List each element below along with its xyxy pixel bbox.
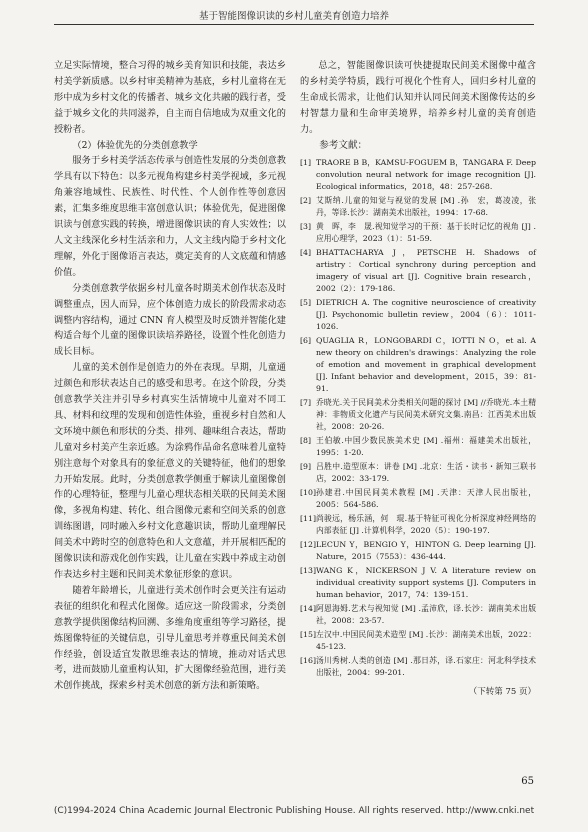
left-paragraph-1: 立足实际情境，整合习得的城乡美育知识和技能，表达乡村美学新质感。以乡村审美精神为基底，乡村儿童将在无形中成为乡村文化的传播者、城乡文化共融的践行者，受益于城乡文化的共同滋养，自主而自信地成为双重文化的授粉者。 — [54, 60, 286, 135]
reference-item: [16] 汤川秀树.人类的创造 [M] .那日苏，译.石家庄：河北科学技术出版社，2004：99-201. — [300, 656, 536, 678]
left-paragraph-4: 儿童的美术创作是创造力的外在表现。早期，儿童通过颜色和形状表达自己的感受和思考。在这个阶段，分类创意教学关注并引导乡村真实生活情境中儿童对不同工具、材料和纹理的发现和创造性体验，重视乡村自然和人文环境中颜色和形状的分类、排列、趣味组合表达，帮助儿童对乡村美产生亲近感。为涂鸦作品命名意味着儿童特别注意每个对象具有的象征意义的关键特征，他们的想象力开始发展。此时，分类创意教学侧重于解读儿童图像创作的心理特征，整理与儿童心理状态相关联的民间美术图像，多视角构建、转化、组合图像元素和空间关系的创意训练图谱，同时融入乡村文化意趣识读，帮助儿童理解民间美术中跨时空的创意特色和人文意蕴，并开展相匹配的图像识读和游戏化创作实践，让儿童在实践中养成主动创作表达乡村主题和民间美术象征形象的意识。 — [54, 362, 286, 580]
reference-item: [8] 王伯敏.中国少数民族美术史 [M] .福州：福建美术出版社，1995：1-20. — [300, 436, 536, 458]
left-paragraph-3: 分类创意教学依据乡村儿童各时期美术创作状态及时调整重点，因人而异，应个体创造力成长的阶段需求动态调整内容结构，通过 CNN 育人模型及时反馈并智能化建构适合每个儿童的图像识读培养路径，设置个性化创造力成长目标。 — [54, 282, 286, 358]
right-column — [300, 58, 544, 701]
reference-list — [300, 157, 544, 679]
reference-item: [10] 孙建君.中国民间美术教程 [M] .天津：天津人民出版社，2005：564-586. — [300, 488, 536, 510]
reference-item: [13] WANG K，NICKERSON J V. A literature review on individual creativity support systems [J]. Computers in human behavior，2017，74：139-151. — [300, 566, 536, 600]
reference-item: [12] LECUN Y，BENGIO Y，HINTON G. Deep learning [J]. Nature，2015（7553）：436-444. — [300, 540, 536, 562]
left-paragraph-5: 随着年龄增长，儿童进行美术创作时会更关注有运动表征的组织化和程式化图像。适应这一阶段需求，分类创意教学提供图像结构回溯、多维角度重组等学习路径，提炼图像特征的关键信息，引导儿童思考并尊重民间美术创作经验，创设适宜发散思维表达的情境，推动对话式思考，进而鼓励儿童重构认知，扩大图像经验范围，进行美术创作挑战，探索乡村美术创意的新方法和新策略。 — [54, 584, 286, 692]
reference-item: [15] 左汉中.中国民间美术造型 [M] .长沙：湖南美术出版，2022：45-123. — [300, 630, 536, 652]
left-paragraph-2: 服务于乡村美学活态传承与创造性发展的分类创意教学具有以下特色：以多元视角构建乡村美学视域，多元视角兼容地域性、民族性、时代性、个人创作性等创意因素，汇集多维度思维丰富创意认识；体验优先，促进图像识读与创意实践的转换，增进图像识读的育人实效性；以人文主线深化乡村生活亲和力，人文主线内隐于乡村文化理解，外化于图像语言表达，奠定美育的人文底蕴和情感价值。 — [54, 155, 286, 278]
reference-item: [7] 乔晓光.关于民间美术分类相关问题的探讨 [M] //乔晓光.本土精神：非物质文化遗产与民间美术研究文集.南昌：江西美术出版社，2008：20-26. — [300, 398, 536, 432]
left-column — [54, 58, 286, 694]
header-rule — [54, 24, 534, 25]
reference-item: [11] 尚骏远，杨乐涵，何 琨.基于特征可视化分析深度神经网络的内部表征 [J] .计算机科学，2020（5）：190-197. — [300, 514, 536, 536]
page-number: 65 — [521, 776, 534, 787]
reference-item: [2] 艾斯纳.儿童的知觉与视觉的发展 [M] .孙 宏，葛凌凌，张 丹，等译.长沙：湖南美术出版社，1994：17-68. — [300, 196, 544, 218]
reference-item: [3] 黄 晖，李 晟.视知觉学习的干预：基于长时记忆的视角 [J] .应用心理学，2023（1）：51-59. — [300, 222, 536, 244]
reference-item: [6] QUAGLIA R，LONGOBARDI C，IOTTI N O，et al. A new theory on children's drawings：Analyzing the role of emotion and movement in graphical development [J]. Infant behavior and development，2015，39：81-91. — [300, 336, 536, 394]
running-header: 基于智能图像识读的乡村儿童美育创造力培养 — [198, 11, 389, 22]
copyright-footer: (C)1994-2024 China Academic Journal Electronic Publishing House. All rights reserved. http://www.cnki.net — [53, 806, 535, 816]
reference-item: [9] 吕胜中.造型原本：讲卷 [M] .北京：生活・读书・新知三联书店，2002：33-179. — [300, 462, 536, 484]
continued-note: （下转第 75 页） — [468, 687, 536, 698]
references-title: 参考文献： — [319, 139, 368, 151]
reference-item: [14] 阿恩海姆.艺术与视知觉 [M] .孟沛欣，译.长沙：湖南美术出版社，2008：23-57. — [300, 604, 536, 626]
reference-item: [1] TRAORE B B，KAMSU-FOGUEM B，TANGARA F. Deep convolution neural network for image recognition [J]. Ecological informatics，2018，48：257-268. — [300, 158, 536, 192]
reference-item: [4] BHATTACHARYA J，PETSCHE H. Shadows of artistry：Cortical synchrony during perception and imagery of visual art [J]. Cognitive brain research，2002（2）：179-186. — [300, 248, 536, 294]
reference-item: [5] DIETRICH A. The cognitive neuroscience of creativity [J]. Psychonomic bulletin review，2004（6）：1011-1026. — [300, 298, 536, 332]
right-paragraph-1: 总之，智能图像识读可快捷提取民间美术图像中蕴含的乡村美学特质，践行可视化个性育人，回归乡村儿童的生命成长需求，让他们认知并认同民间美术图像传达的乡村智慧力量和生命审美境界，培养乡村儿童的美育创造力。 — [300, 60, 536, 135]
section-subheading: （2）体验优先的分类创意教学 — [72, 139, 198, 151]
